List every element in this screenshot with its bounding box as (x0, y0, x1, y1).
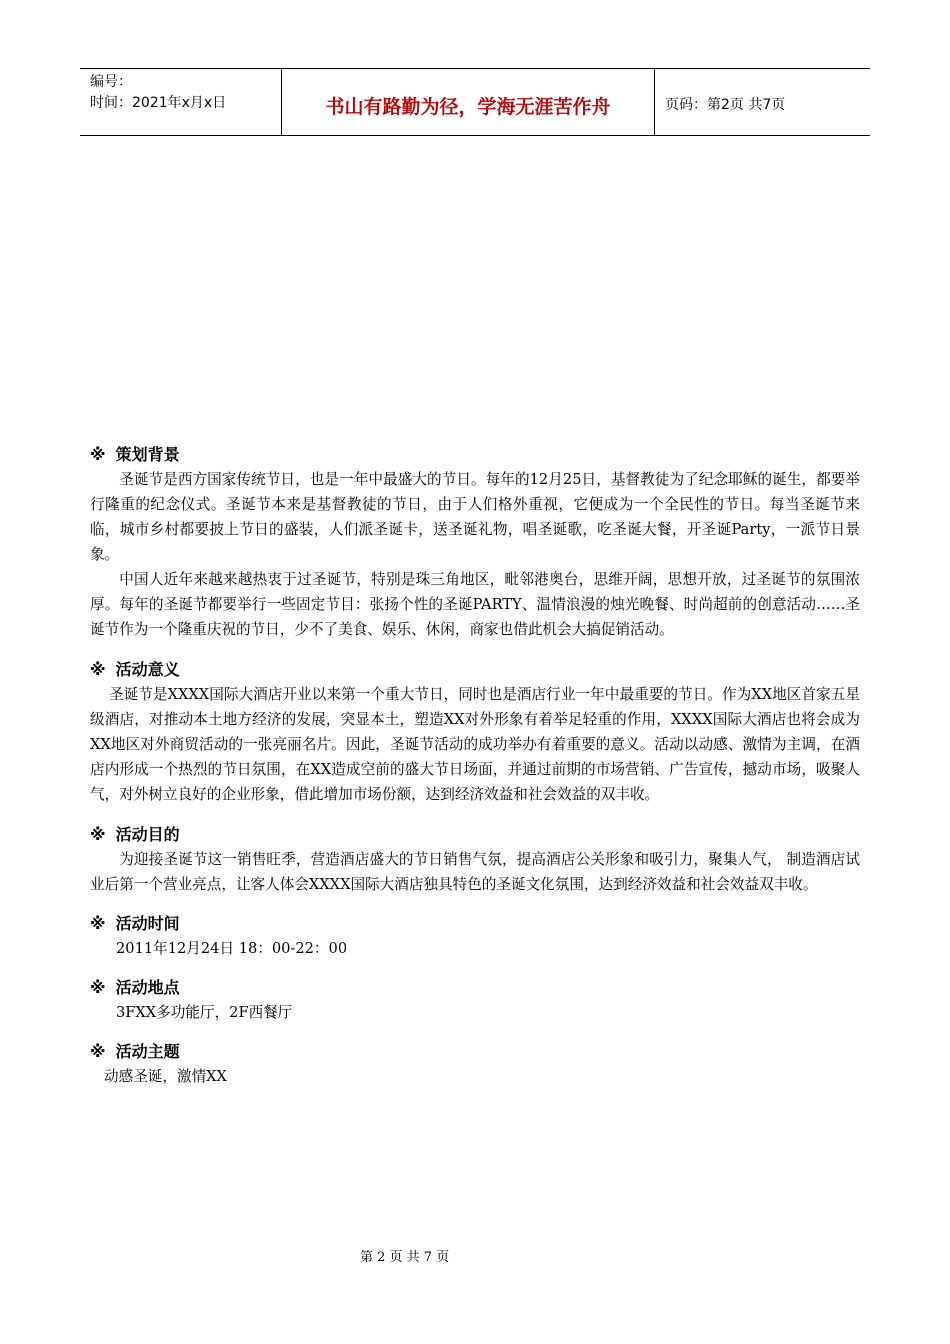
paragraph: 圣诞节是XXXX国际大酒店开业以来第一个重大节日，同时也是酒店行业一年中最重要的节日。作为XX地区首家五星级酒店，对推动本土地方经济的发展，突显本土，塑造XX对外形象有着举足轻重的作用，XXXX国际大酒店也将会成为XX地区对外商贸活动的一张亮丽名片。因此，圣诞节活动的成功举办有着重要的意义。活动以动感、激情为主调，在酒店内形成一个热烈的节日氛围，在XX造成空前的盛大节日场面，并通过前期的市场营销、广告宣传，撼动市场，吸聚人气，对外树立良好的企业形象，借此增加市场份额，达到经济效益和社会效益的双丰收。 (90, 686, 860, 803)
footer-page-number: 第 2 页 共 7 页 (360, 1250, 450, 1265)
reference-mark-icon: ※ (90, 1042, 106, 1061)
page-info: 页码：第2页 共7页 (665, 97, 786, 113)
section-title-text: 策划背景 (115, 445, 180, 464)
section-title-background (90, 443, 860, 467)
paragraph: 圣诞节是西方国家传统节日，也是一年中最盛大的节日。每年的12月25日，基督教徒为了纪念耶稣的诞生，都要举行隆重的纪念仪式。圣诞节本来是基督教徒的节日，由于人们格外重视，它便成为一个全民性的节日。每当圣诞节来临，城市乡村都要披上节日的盛装，人们派圣诞卡，送圣诞礼物，唱圣诞歌，吃圣诞大餐，开圣诞Party，一派节日景象。 (90, 471, 860, 563)
section-title-significance (90, 658, 860, 682)
section-title-text: 活动目的 (115, 825, 180, 844)
section-title-text: 活动意义 (115, 660, 180, 679)
reference-mark-icon: ※ (90, 660, 106, 679)
header-meta-cell (80, 69, 282, 135)
date-label: 时间：2021年x月x日 (90, 95, 227, 111)
section-title-purpose (90, 823, 860, 847)
section-title-text: 活动地点 (115, 978, 180, 997)
section-title-time (90, 912, 860, 936)
reference-mark-icon: ※ (90, 445, 106, 464)
paragraph: 3FXX多功能厅，2F西餐厅 (116, 1004, 293, 1021)
motto-text: 书山有路勤为径，学海无涯苦作舟 (325, 95, 611, 118)
header-motto-cell (282, 69, 655, 135)
reference-mark-icon: ※ (90, 914, 106, 933)
paragraph: 动感圣诞，激情XX (104, 1068, 227, 1085)
reference-mark-icon: ※ (90, 978, 106, 997)
paragraph: 中国人近年来越来越热衷于过圣诞节，特别是珠三角地区，毗邻港奥台，思维开阔，思想开放，过圣诞节的氛围浓厚。每年的圣诞节都要举行一些固定节目：张扬个性的圣诞PARTY、温情浪漫的烛光晚餐、时尚超前的创意活动……圣诞节作为一个隆重庆祝的节日，少不了美食、娱乐、休闲，商家也借此机会大搞促销活动。 (90, 571, 860, 638)
section-title-text: 活动主题 (115, 1042, 180, 1061)
section-title-venue (90, 976, 860, 1000)
paragraph: 2011年12月24日 18：00-22：00 (116, 940, 348, 957)
reference-mark-icon: ※ (90, 825, 106, 844)
header-page-cell (655, 69, 870, 135)
paragraph: 为迎接圣诞节这一销售旺季，营造酒店盛大的节日销售气氛，提高酒店公关形象和吸引力，聚集人气， 制造酒店试业后第一个营业亮点，让客人体会XXXX国际大酒店独具特色的圣诞文化氛围，达到经济效益和社会效益双丰收。 (90, 851, 860, 893)
document-body (90, 443, 860, 1089)
serial-label: 编号： (90, 74, 132, 90)
header-table (80, 68, 870, 136)
page-footer (0, 1246, 950, 1265)
section-title-theme (90, 1040, 860, 1064)
section-title-text: 活动时间 (115, 914, 180, 933)
